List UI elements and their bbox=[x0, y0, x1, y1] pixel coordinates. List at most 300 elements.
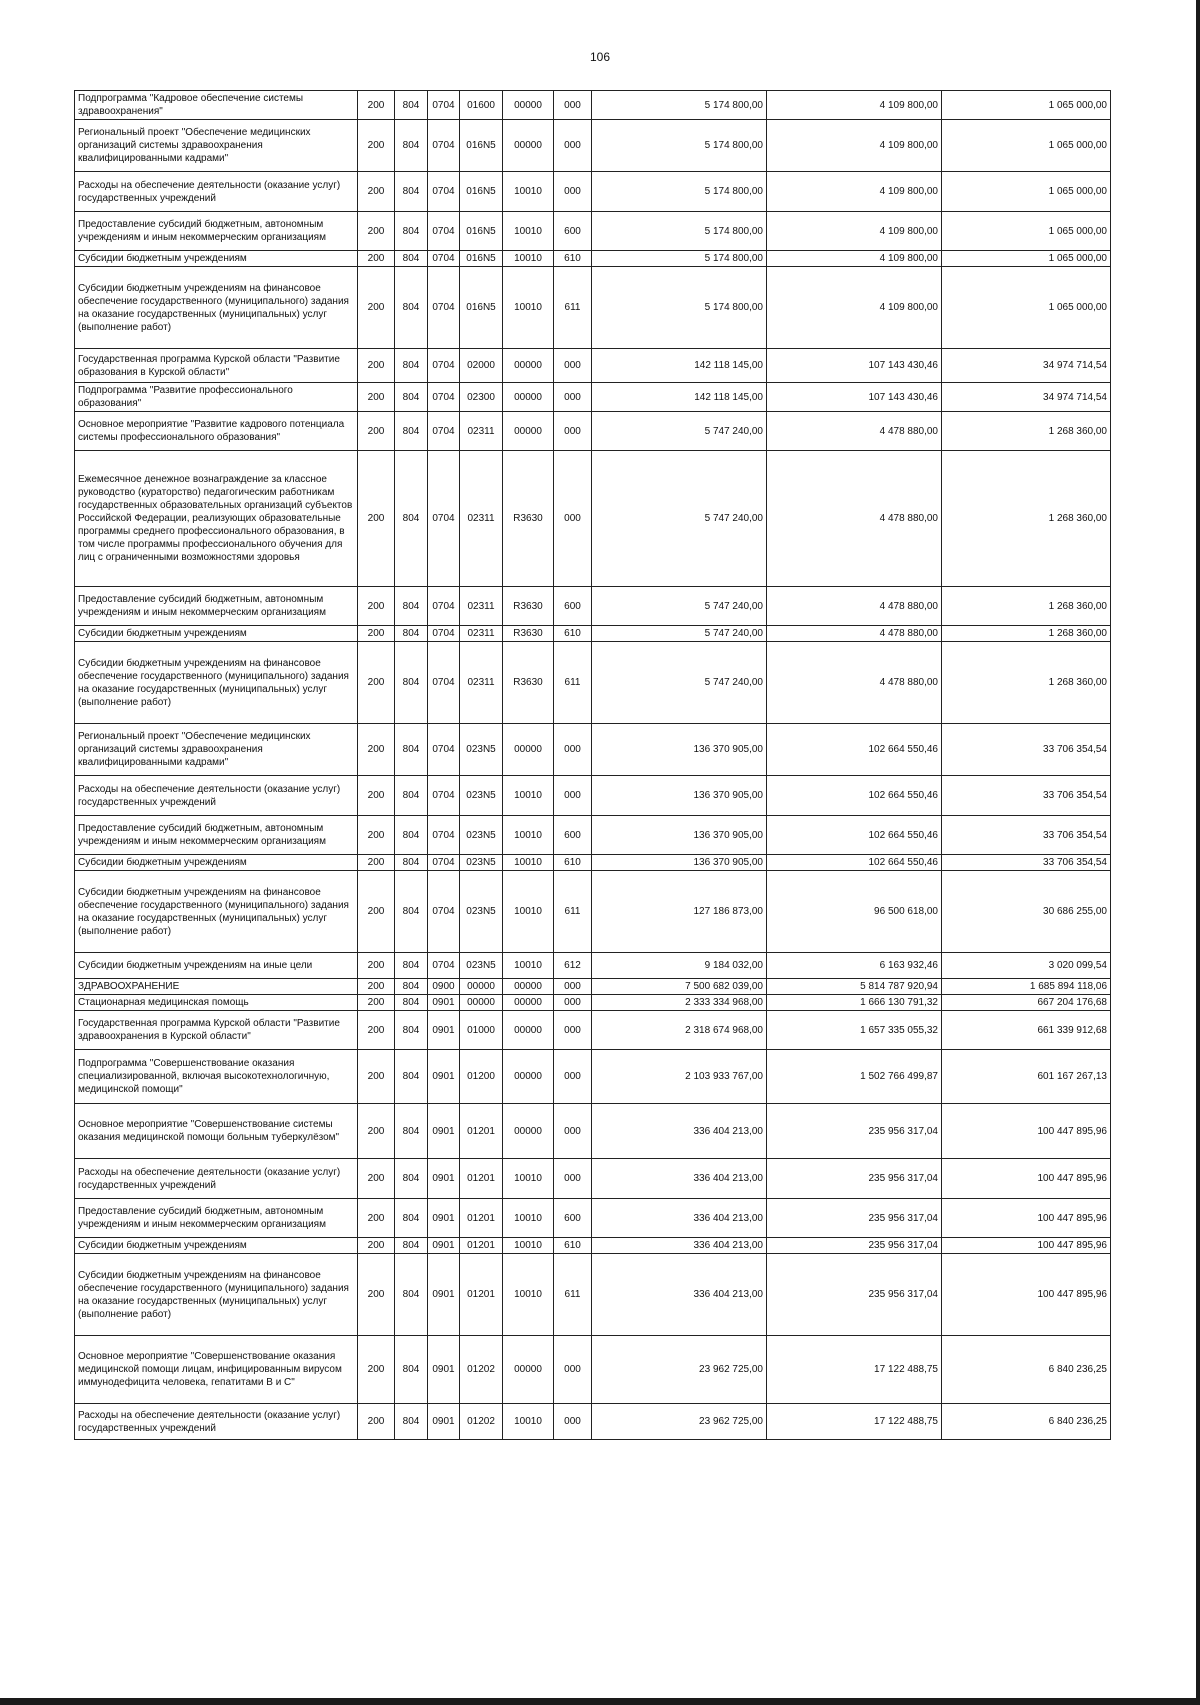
section-code: 0704 bbox=[428, 724, 460, 776]
direction-code: 10010 bbox=[503, 1199, 554, 1238]
program-code: 01202 bbox=[460, 1404, 503, 1440]
direction-code: 00000 bbox=[503, 724, 554, 776]
ministry-code: 804 bbox=[395, 1254, 428, 1336]
admin-code: 200 bbox=[358, 1011, 395, 1050]
item-name: Государственная программа Курской области "Развитие образования в Курской области" bbox=[75, 349, 358, 383]
expense-type-code: 000 bbox=[554, 776, 592, 816]
item-name: Расходы на обеспечение деятельности (оказание услуг) государственных учреждений bbox=[75, 1404, 358, 1440]
admin-code: 200 bbox=[358, 1050, 395, 1104]
amount-planned: 142 118 145,00 bbox=[592, 383, 767, 412]
direction-code: 00000 bbox=[503, 1104, 554, 1159]
amount-executed: 102 664 550,46 bbox=[767, 816, 942, 855]
program-code: 02311 bbox=[460, 626, 503, 642]
direction-code: 00000 bbox=[503, 349, 554, 383]
section-code: 0901 bbox=[428, 1254, 460, 1336]
amount-executed: 4 109 800,00 bbox=[767, 212, 942, 251]
direction-code: 00000 bbox=[503, 1011, 554, 1050]
ministry-code: 804 bbox=[395, 995, 428, 1011]
amount-executed: 235 956 317,04 bbox=[767, 1199, 942, 1238]
section-code: 0901 bbox=[428, 1336, 460, 1404]
amount-remaining: 1 065 000,00 bbox=[942, 251, 1111, 267]
program-code: 02311 bbox=[460, 642, 503, 724]
table-row bbox=[75, 724, 1111, 776]
amount-executed: 4 109 800,00 bbox=[767, 91, 942, 120]
item-name: Расходы на обеспечение деятельности (оказание услуг) государственных учреждений bbox=[75, 1159, 358, 1199]
amount-executed: 4 109 800,00 bbox=[767, 251, 942, 267]
ministry-code: 804 bbox=[395, 251, 428, 267]
item-name: Основное мероприятие "Развитие кадрового потенциала системы профессионального образования" bbox=[75, 412, 358, 451]
table-row bbox=[75, 251, 1111, 267]
item-name: Субсидии бюджетным учреждениям на финансовое обеспечение государственного (муниципального) задания на оказание государственных (муниципальных) услуг (выполнение работ) bbox=[75, 1254, 358, 1336]
direction-code: 00000 bbox=[503, 1336, 554, 1404]
amount-planned: 5 747 240,00 bbox=[592, 587, 767, 626]
direction-code: 00000 bbox=[503, 979, 554, 995]
program-code: 02311 bbox=[460, 587, 503, 626]
direction-code: R3630 bbox=[503, 587, 554, 626]
admin-code: 200 bbox=[358, 383, 395, 412]
amount-remaining: 667 204 176,68 bbox=[942, 995, 1111, 1011]
direction-code: 10010 bbox=[503, 816, 554, 855]
section-code: 0901 bbox=[428, 1199, 460, 1238]
direction-code: 10010 bbox=[503, 953, 554, 979]
ministry-code: 804 bbox=[395, 349, 428, 383]
program-code: 01202 bbox=[460, 1336, 503, 1404]
item-name: Стационарная медицинская помощь bbox=[75, 995, 358, 1011]
admin-code: 200 bbox=[358, 349, 395, 383]
section-code: 0900 bbox=[428, 979, 460, 995]
ministry-code: 804 bbox=[395, 642, 428, 724]
expense-type-code: 000 bbox=[554, 1011, 592, 1050]
item-name: Субсидии бюджетным учреждениям на иные цели bbox=[75, 953, 358, 979]
direction-code: R3630 bbox=[503, 642, 554, 724]
amount-planned: 5 174 800,00 bbox=[592, 267, 767, 349]
ministry-code: 804 bbox=[395, 383, 428, 412]
expense-type-code: 000 bbox=[554, 1336, 592, 1404]
program-code: 00000 bbox=[460, 995, 503, 1011]
table-row bbox=[75, 1336, 1111, 1404]
amount-remaining: 1 065 000,00 bbox=[942, 120, 1111, 172]
ministry-code: 804 bbox=[395, 953, 428, 979]
section-code: 0704 bbox=[428, 871, 460, 953]
expense-type-code: 000 bbox=[554, 412, 592, 451]
direction-code: 10010 bbox=[503, 172, 554, 212]
admin-code: 200 bbox=[358, 855, 395, 871]
ministry-code: 804 bbox=[395, 626, 428, 642]
ministry-code: 804 bbox=[395, 1159, 428, 1199]
amount-planned: 5 174 800,00 bbox=[592, 91, 767, 120]
item-name: Расходы на обеспечение деятельности (оказание услуг) государственных учреждений bbox=[75, 776, 358, 816]
expense-type-code: 000 bbox=[554, 172, 592, 212]
item-name: Субсидии бюджетным учреждениям на финансовое обеспечение государственного (муниципального) задания на оказание государственных (муниципальных) услуг (выполнение работ) bbox=[75, 871, 358, 953]
admin-code: 200 bbox=[358, 251, 395, 267]
expense-type-code: 000 bbox=[554, 451, 592, 587]
expense-type-code: 000 bbox=[554, 91, 592, 120]
item-name: Основное мероприятие "Совершенствование системы оказания медицинской помощи больным туберкулёзом" bbox=[75, 1104, 358, 1159]
table-row bbox=[75, 91, 1111, 120]
amount-executed: 235 956 317,04 bbox=[767, 1159, 942, 1199]
section-code: 0704 bbox=[428, 349, 460, 383]
ministry-code: 804 bbox=[395, 451, 428, 587]
amount-remaining: 6 840 236,25 bbox=[942, 1404, 1111, 1440]
expense-type-code: 000 bbox=[554, 1404, 592, 1440]
section-code: 0704 bbox=[428, 816, 460, 855]
direction-code: 10010 bbox=[503, 1404, 554, 1440]
ministry-code: 804 bbox=[395, 412, 428, 451]
amount-remaining: 1 268 360,00 bbox=[942, 642, 1111, 724]
admin-code: 200 bbox=[358, 1199, 395, 1238]
table-row bbox=[75, 626, 1111, 642]
program-code: 01201 bbox=[460, 1159, 503, 1199]
expense-type-code: 610 bbox=[554, 251, 592, 267]
ministry-code: 804 bbox=[395, 267, 428, 349]
amount-planned: 2 318 674 968,00 bbox=[592, 1011, 767, 1050]
ministry-code: 804 bbox=[395, 979, 428, 995]
direction-code: 00000 bbox=[503, 995, 554, 1011]
ministry-code: 804 bbox=[395, 871, 428, 953]
admin-code: 200 bbox=[358, 979, 395, 995]
amount-executed: 102 664 550,46 bbox=[767, 855, 942, 871]
expense-type-code: 000 bbox=[554, 383, 592, 412]
amount-planned: 136 370 905,00 bbox=[592, 724, 767, 776]
item-name: Предоставление субсидий бюджетным, автономным учреждениям и иным некоммерческим организациям bbox=[75, 816, 358, 855]
amount-planned: 2 103 933 767,00 bbox=[592, 1050, 767, 1104]
amount-planned: 2 333 334 968,00 bbox=[592, 995, 767, 1011]
table-row bbox=[75, 1159, 1111, 1199]
table-row bbox=[75, 776, 1111, 816]
admin-code: 200 bbox=[358, 995, 395, 1011]
table-row bbox=[75, 349, 1111, 383]
program-code: 016N5 bbox=[460, 172, 503, 212]
program-code: 023N5 bbox=[460, 816, 503, 855]
amount-remaining: 33 706 354,54 bbox=[942, 816, 1111, 855]
section-code: 0704 bbox=[428, 412, 460, 451]
admin-code: 200 bbox=[358, 642, 395, 724]
program-code: 023N5 bbox=[460, 953, 503, 979]
amount-remaining: 1 268 360,00 bbox=[942, 626, 1111, 642]
admin-code: 200 bbox=[358, 412, 395, 451]
direction-code: 10010 bbox=[503, 212, 554, 251]
direction-code: 10010 bbox=[503, 776, 554, 816]
direction-code: R3630 bbox=[503, 451, 554, 587]
amount-executed: 4 478 880,00 bbox=[767, 451, 942, 587]
program-code: 00000 bbox=[460, 979, 503, 995]
expense-type-code: 610 bbox=[554, 855, 592, 871]
direction-code: 10010 bbox=[503, 251, 554, 267]
section-code: 0901 bbox=[428, 1050, 460, 1104]
admin-code: 200 bbox=[358, 587, 395, 626]
item-name: Субсидии бюджетным учреждениям bbox=[75, 1238, 358, 1254]
table-row bbox=[75, 451, 1111, 587]
program-code: 016N5 bbox=[460, 251, 503, 267]
ministry-code: 804 bbox=[395, 1336, 428, 1404]
program-code: 02311 bbox=[460, 451, 503, 587]
program-code: 01000 bbox=[460, 1011, 503, 1050]
amount-planned: 5 747 240,00 bbox=[592, 626, 767, 642]
table-row bbox=[75, 1254, 1111, 1336]
amount-planned: 5 747 240,00 bbox=[592, 642, 767, 724]
direction-code: 10010 bbox=[503, 855, 554, 871]
amount-remaining: 1 268 360,00 bbox=[942, 412, 1111, 451]
scan-edge-bottom bbox=[0, 1698, 1200, 1705]
amount-planned: 136 370 905,00 bbox=[592, 816, 767, 855]
expense-type-code: 000 bbox=[554, 1050, 592, 1104]
amount-planned: 336 404 213,00 bbox=[592, 1104, 767, 1159]
section-code: 0704 bbox=[428, 855, 460, 871]
amount-remaining: 661 339 912,68 bbox=[942, 1011, 1111, 1050]
expense-type-code: 000 bbox=[554, 1159, 592, 1199]
amount-remaining: 6 840 236,25 bbox=[942, 1336, 1111, 1404]
amount-executed: 1 657 335 055,32 bbox=[767, 1011, 942, 1050]
budget-table-body bbox=[75, 91, 1111, 1440]
expense-type-code: 000 bbox=[554, 724, 592, 776]
ministry-code: 804 bbox=[395, 1199, 428, 1238]
table-row bbox=[75, 855, 1111, 871]
table-row bbox=[75, 212, 1111, 251]
direction-code: 10010 bbox=[503, 1238, 554, 1254]
program-code: 01201 bbox=[460, 1199, 503, 1238]
amount-remaining: 601 167 267,13 bbox=[942, 1050, 1111, 1104]
admin-code: 200 bbox=[358, 1238, 395, 1254]
amount-remaining: 1 685 894 118,06 bbox=[942, 979, 1111, 995]
table-row bbox=[75, 1050, 1111, 1104]
table-row bbox=[75, 120, 1111, 172]
item-name: Региональный проект "Обеспечение медицинских организаций системы здравоохранения квалифицированными кадрами" bbox=[75, 120, 358, 172]
expense-type-code: 612 bbox=[554, 953, 592, 979]
expense-type-code: 611 bbox=[554, 1254, 592, 1336]
item-name: Расходы на обеспечение деятельности (оказание услуг) государственных учреждений bbox=[75, 172, 358, 212]
ministry-code: 804 bbox=[395, 1104, 428, 1159]
admin-code: 200 bbox=[358, 1336, 395, 1404]
section-code: 0901 bbox=[428, 1159, 460, 1199]
table-row bbox=[75, 1238, 1111, 1254]
admin-code: 200 bbox=[358, 626, 395, 642]
expense-type-code: 000 bbox=[554, 349, 592, 383]
amount-executed: 4 478 880,00 bbox=[767, 626, 942, 642]
section-code: 0901 bbox=[428, 1011, 460, 1050]
program-code: 023N5 bbox=[460, 871, 503, 953]
table-row bbox=[75, 1104, 1111, 1159]
admin-code: 200 bbox=[358, 816, 395, 855]
direction-code: 00000 bbox=[503, 412, 554, 451]
table-row bbox=[75, 267, 1111, 349]
item-name: Предоставление субсидий бюджетным, автономным учреждениям и иным некоммерческим организациям bbox=[75, 212, 358, 251]
amount-remaining: 1 268 360,00 bbox=[942, 451, 1111, 587]
amount-planned: 7 500 682 039,00 bbox=[592, 979, 767, 995]
amount-executed: 107 143 430,46 bbox=[767, 349, 942, 383]
amount-executed: 102 664 550,46 bbox=[767, 724, 942, 776]
expense-type-code: 000 bbox=[554, 1104, 592, 1159]
expense-type-code: 600 bbox=[554, 816, 592, 855]
amount-remaining: 1 065 000,00 bbox=[942, 212, 1111, 251]
table-row bbox=[75, 995, 1111, 1011]
ministry-code: 804 bbox=[395, 1404, 428, 1440]
item-name: Субсидии бюджетным учреждениям на финансовое обеспечение государственного (муниципального) задания на оказание государственных (муниципальных) услуг (выполнение работ) bbox=[75, 642, 358, 724]
section-code: 0704 bbox=[428, 267, 460, 349]
table-row bbox=[75, 953, 1111, 979]
amount-remaining: 34 974 714,54 bbox=[942, 383, 1111, 412]
section-code: 0704 bbox=[428, 587, 460, 626]
ministry-code: 804 bbox=[395, 855, 428, 871]
admin-code: 200 bbox=[358, 1404, 395, 1440]
amount-planned: 336 404 213,00 bbox=[592, 1199, 767, 1238]
amount-executed: 235 956 317,04 bbox=[767, 1104, 942, 1159]
amount-planned: 5 174 800,00 bbox=[592, 212, 767, 251]
amount-remaining: 100 447 895,96 bbox=[942, 1104, 1111, 1159]
table-row bbox=[75, 816, 1111, 855]
program-code: 016N5 bbox=[460, 120, 503, 172]
amount-executed: 1 502 766 499,87 bbox=[767, 1050, 942, 1104]
program-code: 016N5 bbox=[460, 212, 503, 251]
ministry-code: 804 bbox=[395, 91, 428, 120]
amount-remaining: 1 065 000,00 bbox=[942, 172, 1111, 212]
amount-remaining: 3 020 099,54 bbox=[942, 953, 1111, 979]
item-name: Подпрограмма "Совершенствование оказания специализированной, включая высокотехнологичную, медицинской помощи" bbox=[75, 1050, 358, 1104]
section-code: 0704 bbox=[428, 212, 460, 251]
direction-code: 00000 bbox=[503, 91, 554, 120]
section-code: 0704 bbox=[428, 642, 460, 724]
amount-executed: 17 122 488,75 bbox=[767, 1404, 942, 1440]
admin-code: 200 bbox=[358, 267, 395, 349]
item-name: Региональный проект "Обеспечение медицинских организаций системы здравоохранения квалифицированными кадрами" bbox=[75, 724, 358, 776]
program-code: 01201 bbox=[460, 1104, 503, 1159]
amount-executed: 235 956 317,04 bbox=[767, 1254, 942, 1336]
item-name: ЗДРАВООХРАНЕНИЕ bbox=[75, 979, 358, 995]
amount-remaining: 33 706 354,54 bbox=[942, 724, 1111, 776]
amount-executed: 4 109 800,00 bbox=[767, 172, 942, 212]
amount-remaining: 100 447 895,96 bbox=[942, 1254, 1111, 1336]
amount-executed: 17 122 488,75 bbox=[767, 1336, 942, 1404]
amount-executed: 96 500 618,00 bbox=[767, 871, 942, 953]
amount-planned: 5 174 800,00 bbox=[592, 251, 767, 267]
section-code: 0704 bbox=[428, 120, 460, 172]
amount-remaining: 30 686 255,00 bbox=[942, 871, 1111, 953]
amount-planned: 23 962 725,00 bbox=[592, 1336, 767, 1404]
amount-planned: 136 370 905,00 bbox=[592, 776, 767, 816]
item-name: Подпрограмма "Развитие профессионального образования" bbox=[75, 383, 358, 412]
section-code: 0704 bbox=[428, 626, 460, 642]
section-code: 0704 bbox=[428, 776, 460, 816]
section-code: 0704 bbox=[428, 172, 460, 212]
table-row bbox=[75, 642, 1111, 724]
admin-code: 200 bbox=[358, 1159, 395, 1199]
amount-planned: 336 404 213,00 bbox=[592, 1238, 767, 1254]
admin-code: 200 bbox=[358, 871, 395, 953]
admin-code: 200 bbox=[358, 1254, 395, 1336]
section-code: 0704 bbox=[428, 451, 460, 587]
expense-type-code: 610 bbox=[554, 626, 592, 642]
expense-type-code: 000 bbox=[554, 120, 592, 172]
item-name: Предоставление субсидий бюджетным, автономным учреждениям и иным некоммерческим организациям bbox=[75, 1199, 358, 1238]
amount-executed: 107 143 430,46 bbox=[767, 383, 942, 412]
item-name: Субсидии бюджетным учреждениям на финансовое обеспечение государственного (муниципального) задания на оказание государственных (муниципальных) услуг (выполнение работ) bbox=[75, 267, 358, 349]
admin-code: 200 bbox=[358, 91, 395, 120]
program-code: 01600 bbox=[460, 91, 503, 120]
amount-remaining: 1 065 000,00 bbox=[942, 91, 1111, 120]
amount-executed: 4 478 880,00 bbox=[767, 412, 942, 451]
ministry-code: 804 bbox=[395, 816, 428, 855]
amount-remaining: 1 268 360,00 bbox=[942, 587, 1111, 626]
item-name: Субсидии бюджетным учреждениям bbox=[75, 626, 358, 642]
direction-code: 00000 bbox=[503, 120, 554, 172]
section-code: 0901 bbox=[428, 1104, 460, 1159]
table-row bbox=[75, 587, 1111, 626]
expense-type-code: 600 bbox=[554, 212, 592, 251]
amount-remaining: 100 447 895,96 bbox=[942, 1159, 1111, 1199]
amount-planned: 336 404 213,00 bbox=[592, 1254, 767, 1336]
item-name: Ежемесячное денежное вознаграждение за классное руководство (кураторство) педагогическим работникам государственных образовательных организаций субъектов Российской Федерации, реализующих образовательные программы среднего профессионального образования, в том числе программы профессионального обучения для лиц с ограниченными возможностями здоровья bbox=[75, 451, 358, 587]
item-name: Субсидии бюджетным учреждениям bbox=[75, 251, 358, 267]
direction-code: 00000 bbox=[503, 1050, 554, 1104]
amount-executed: 4 478 880,00 bbox=[767, 587, 942, 626]
amount-executed: 102 664 550,46 bbox=[767, 776, 942, 816]
section-code: 0704 bbox=[428, 251, 460, 267]
program-code: 023N5 bbox=[460, 776, 503, 816]
item-name: Предоставление субсидий бюджетным, автономным учреждениям и иным некоммерческим организациям bbox=[75, 587, 358, 626]
amount-planned: 5 174 800,00 bbox=[592, 120, 767, 172]
direction-code: 10010 bbox=[503, 267, 554, 349]
amount-remaining: 33 706 354,54 bbox=[942, 776, 1111, 816]
item-name: Государственная программа Курской области "Развитие здравоохранения в Курской области" bbox=[75, 1011, 358, 1050]
amount-planned: 136 370 905,00 bbox=[592, 855, 767, 871]
amount-remaining: 34 974 714,54 bbox=[942, 349, 1111, 383]
item-name: Основное мероприятие "Совершенствование оказания медицинской помощи лицам, инфицированным вирусом иммунодефицита человека, гепатитами В и С" bbox=[75, 1336, 358, 1404]
table-row bbox=[75, 979, 1111, 995]
ministry-code: 804 bbox=[395, 212, 428, 251]
amount-executed: 235 956 317,04 bbox=[767, 1238, 942, 1254]
direction-code: 10010 bbox=[503, 871, 554, 953]
table-row bbox=[75, 412, 1111, 451]
expense-type-code: 610 bbox=[554, 1238, 592, 1254]
amount-remaining: 100 447 895,96 bbox=[942, 1238, 1111, 1254]
ministry-code: 804 bbox=[395, 724, 428, 776]
amount-executed: 4 478 880,00 bbox=[767, 642, 942, 724]
admin-code: 200 bbox=[358, 953, 395, 979]
expense-type-code: 000 bbox=[554, 995, 592, 1011]
admin-code: 200 bbox=[358, 724, 395, 776]
expense-type-code: 611 bbox=[554, 642, 592, 724]
amount-executed: 6 163 932,46 bbox=[767, 953, 942, 979]
ministry-code: 804 bbox=[395, 1238, 428, 1254]
item-name: Субсидии бюджетным учреждениям bbox=[75, 855, 358, 871]
admin-code: 200 bbox=[358, 172, 395, 212]
program-code: 01200 bbox=[460, 1050, 503, 1104]
expense-type-code: 600 bbox=[554, 1199, 592, 1238]
amount-planned: 142 118 145,00 bbox=[592, 349, 767, 383]
amount-planned: 5 747 240,00 bbox=[592, 412, 767, 451]
admin-code: 200 bbox=[358, 120, 395, 172]
section-code: 0901 bbox=[428, 1404, 460, 1440]
amount-planned: 23 962 725,00 bbox=[592, 1404, 767, 1440]
direction-code: 10010 bbox=[503, 1159, 554, 1199]
amount-planned: 5 174 800,00 bbox=[592, 172, 767, 212]
table-row bbox=[75, 1199, 1111, 1238]
program-code: 01201 bbox=[460, 1254, 503, 1336]
amount-executed: 5 814 787 920,94 bbox=[767, 979, 942, 995]
admin-code: 200 bbox=[358, 776, 395, 816]
amount-executed: 1 666 130 791,32 bbox=[767, 995, 942, 1011]
expense-type-code: 600 bbox=[554, 587, 592, 626]
budget-table bbox=[74, 90, 1111, 1440]
item-name: Подпрограмма "Кадровое обеспечение системы здравоохранения" bbox=[75, 91, 358, 120]
program-code: 01201 bbox=[460, 1238, 503, 1254]
ministry-code: 804 bbox=[395, 776, 428, 816]
direction-code: R3630 bbox=[503, 626, 554, 642]
program-code: 02000 bbox=[460, 349, 503, 383]
ministry-code: 804 bbox=[395, 172, 428, 212]
amount-planned: 336 404 213,00 bbox=[592, 1159, 767, 1199]
ministry-code: 804 bbox=[395, 587, 428, 626]
amount-planned: 5 747 240,00 bbox=[592, 451, 767, 587]
